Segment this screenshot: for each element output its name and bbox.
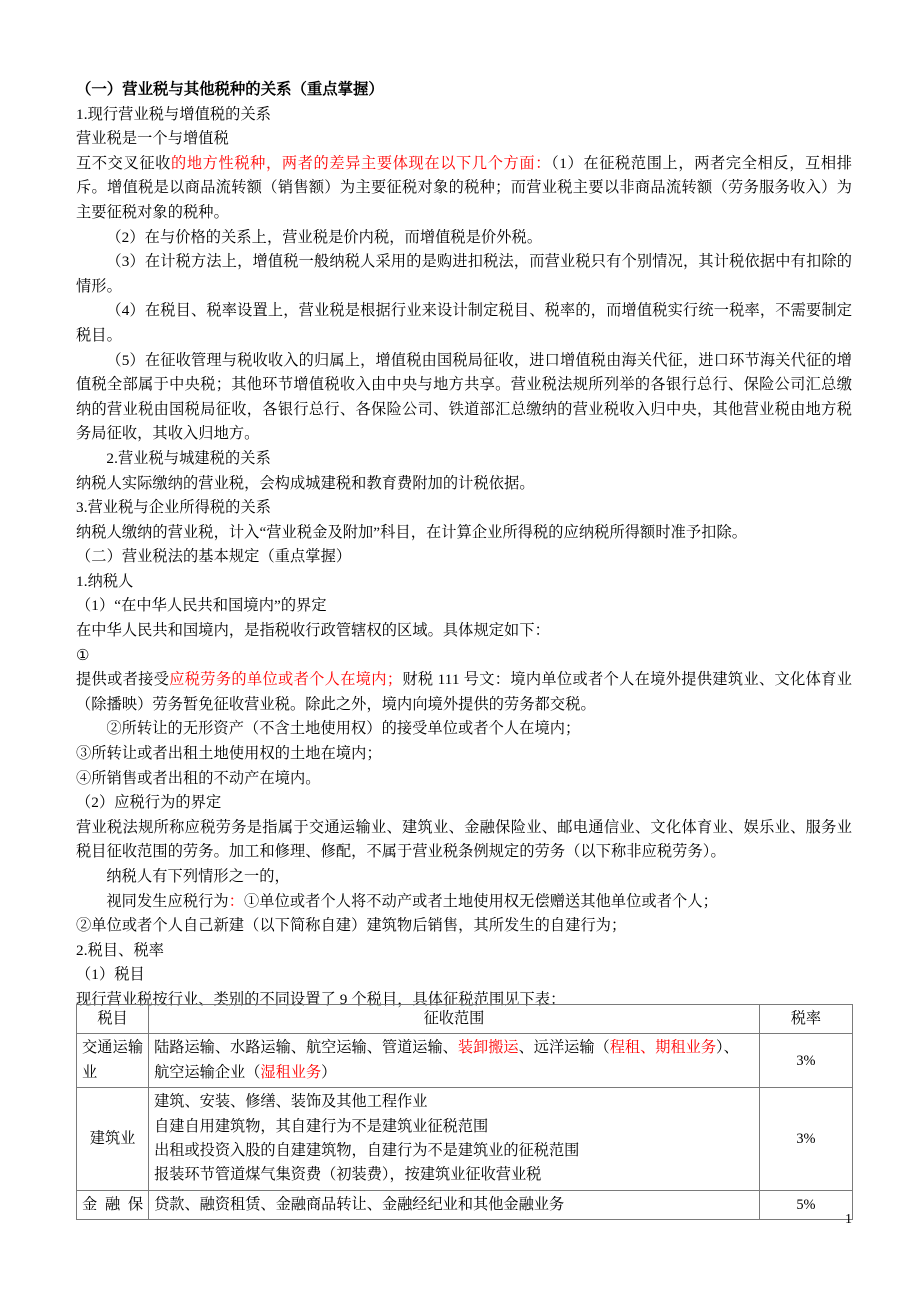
paragraph-deemed-item-2: 2.税目、税率 — [76, 941, 165, 959]
table-header-item: 税目 — [77, 1005, 149, 1034]
table-row — [77, 1190, 853, 1219]
paragraph-deemed-taxable-intro — [76, 890, 852, 915]
table-header-rate: 税率 — [759, 1005, 852, 1034]
text-run: 财税 111 号文：境内单位或者个人在境外提供建筑业、文化体育业（除播映）劳务暂免征收营业税。除此之外，境内向境外提供的劳务都交税。 — [76, 671, 852, 713]
highlight-wet-lease: 湿租业务 — [260, 1063, 322, 1081]
paragraph-taxable-services-definition: 纳税人有下列情形之一的， — [106, 868, 290, 885]
text-run: 1.现行营业税与增值税的关系 — [76, 105, 272, 123]
paragraph-point-4: （5）在征收管理与税收收入的归属上，增值税由国税局征收，进口增值税由海关代征，进口环节海关代征的增值税全部属于中央税；其他环节增值税收入由中央与地方共享。营业税法规所列举的各银行总行、保险公司汇总缴纳的营业税由国税局征收，各银行总行、各保险公司、铁道部汇总缴纳的营业税收入归中央，其他营业税由地方税务局征收，其收入归地方。 — [76, 351, 852, 443]
paragraph-taxpayer-heading: （1）“在中华人民共和国境内”的界定 — [76, 597, 327, 615]
scope-run: 陆路运输、水路运输、航空运输、管道运输、 — [154, 1039, 458, 1057]
paragraph-intro-vat — [76, 152, 852, 226]
paragraph-subsection-2: 纳税人实际缴纳的营业税，会构成城建税和教育费附加的计税依据。 — [76, 474, 535, 492]
highlight-loading-unloading: 装卸搬运 — [457, 1039, 519, 1057]
text-run: 视同发生应税行为 — [106, 892, 229, 910]
paragraph-taxitem-heading: 现行营业税按行业、类别的不同设置了 9 个税目，具体征税范围见下表： — [76, 990, 566, 1008]
text-run: （1）在征税范围上，两者完全相反，互相排斥。增值税是以商品流转额（销售额）为主要征税对象的税种；而营业税主要以非商品流转额（劳务服务收入）为主要征税对象的税种。 — [76, 154, 852, 221]
scope-line: 报装环节管道煤气集资费（初装费），按建筑业征收营业税 — [154, 1166, 542, 1184]
table-row — [77, 1088, 853, 1191]
scope-line: 出租或投资入股的自建建筑物，自建行为不是建筑业的征税范围 — [154, 1142, 580, 1160]
paragraph-point-2: （3）在计税方法上，增值税一般纳税人采用的是购进扣税法，而营业税只有个别情况，其计税依据中有扣除的情形。 — [76, 253, 852, 295]
paragraph-taxable-behavior-heading: 营业税法规所称应税劳务是指属于交通运输业、建筑业、金融保险业、邮电通信业、文化体育业、娱乐业、服务业税目征收范围的劳务。加工和修理、修配，不属于营业税条例规定的劳务（以下称非应税劳务）。 — [76, 818, 852, 861]
text-run: 营业税是一个与增值税 — [76, 130, 229, 148]
paragraph-point-3: （4）在税目、税率设置上，营业税是根据行业来设计制定税目、税率的，而增值税实行统一税率，不需要制定税目。 — [76, 302, 852, 344]
paragraph-subsection-heading — [76, 103, 852, 128]
text-run: 提供或者接受 — [76, 671, 170, 689]
table-cell-rate-construction: 3% — [759, 1088, 852, 1191]
scope-line: 建筑、安装、修缮、装饰及其他工程作业 — [154, 1093, 428, 1111]
paragraph-subsection-3: 纳税人缴纳的营业税，计入“营业税金及附加”科目，在计算企业所得税的应纳税所得额时准予扣除。 — [76, 523, 748, 541]
paragraph-territory-definition-heading: 在中华人民共和国境内，是指税收行政管辖权的区域。具体规定如下： — [76, 622, 550, 640]
highlight-no-cross-levy: 的地方性税种，两者的差异主要体现在以下几个方面： — [171, 154, 552, 172]
paragraph-caishui-111: ②所转让的无形资产（不含土地使用权）的接受单位或者个人在境内； — [106, 720, 581, 738]
table-header-row — [77, 1005, 853, 1034]
table-row — [77, 1034, 853, 1088]
table-cell-item-construction: 建筑业 — [77, 1088, 149, 1191]
scope-run: ）、航空运输企业（ — [154, 1039, 739, 1081]
table-cell-rate-finance: 5% — [759, 1190, 852, 1219]
highlight-provide-or-receive: 应税劳务的单位或者个人在境内； — [169, 671, 403, 689]
paragraph-condition-3: ④所销售或者出租的不动产在境内。 — [76, 769, 321, 787]
paragraph-item-1 — [76, 127, 852, 152]
document-body — [76, 78, 852, 1013]
tax-items-table — [76, 1004, 853, 1220]
paragraph-income-tax: （二）营业税法的基本规定（重点掌握） — [76, 548, 352, 566]
paragraph-point-1: （2）在与价格的关系上，营业税是价内税，而增值税是价外税。 — [106, 228, 543, 246]
table-header-scope: 征收范围 — [149, 1005, 760, 1034]
paragraph-condition-1 — [76, 668, 852, 717]
paragraph-condition-4: （2）应税行为的界定 — [76, 794, 222, 812]
paragraph-taxitems-rates-heading: （1）税目 — [76, 966, 145, 984]
table-cell-scope-finance — [149, 1190, 760, 1219]
text-run: ①单位或者个人将不动产或者土地使用权无偿赠送其他单位或者个人； — [244, 892, 718, 910]
highlight-deemed-taxable-behavior: ： — [228, 892, 244, 910]
paragraph-section-2-heading: 1.纳税人 — [76, 572, 134, 590]
paragraph-territory-definition: ① — [76, 646, 90, 664]
table-cell-item-transport: 交通运输业 — [77, 1034, 149, 1088]
page-number: 1 — [845, 1212, 852, 1227]
paragraph-condition-2: ③所转让或者出租土地使用权的土地在境内； — [76, 745, 382, 763]
table-cell-scope-construction — [149, 1088, 760, 1191]
text-run: 互不交叉征收 — [76, 154, 172, 172]
paragraph-deemed-item-1: ②单位或者个人自己新建（以下简称自建）建筑物后销售，其所发生的自建行为； — [76, 917, 627, 935]
paragraph-urban-tax: 3.营业税与企业所得税的关系 — [76, 499, 272, 517]
table-cell-scope-transport — [149, 1034, 760, 1088]
scope-run: ） — [321, 1063, 337, 1081]
table-cell-item-finance: 金融保 — [77, 1190, 149, 1219]
scope-line: 自建自用建筑物，其自建行为不是建筑业征税范围 — [154, 1117, 489, 1135]
paragraph-point-5: 2.营业税与城建税的关系 — [106, 449, 271, 467]
highlight-voyage-time-charter: 程租、期租业务 — [609, 1039, 717, 1057]
table-cell-rate-transport: 3% — [759, 1034, 852, 1088]
section-heading: （一）营业税与其他税种的关系（重点掌握） — [76, 81, 384, 98]
scope-line: 贷款、融资租赁、金融商品转让、金融经纪业和其他金融业务 — [154, 1195, 565, 1213]
scope-run: 、远洋运输（ — [518, 1039, 610, 1057]
